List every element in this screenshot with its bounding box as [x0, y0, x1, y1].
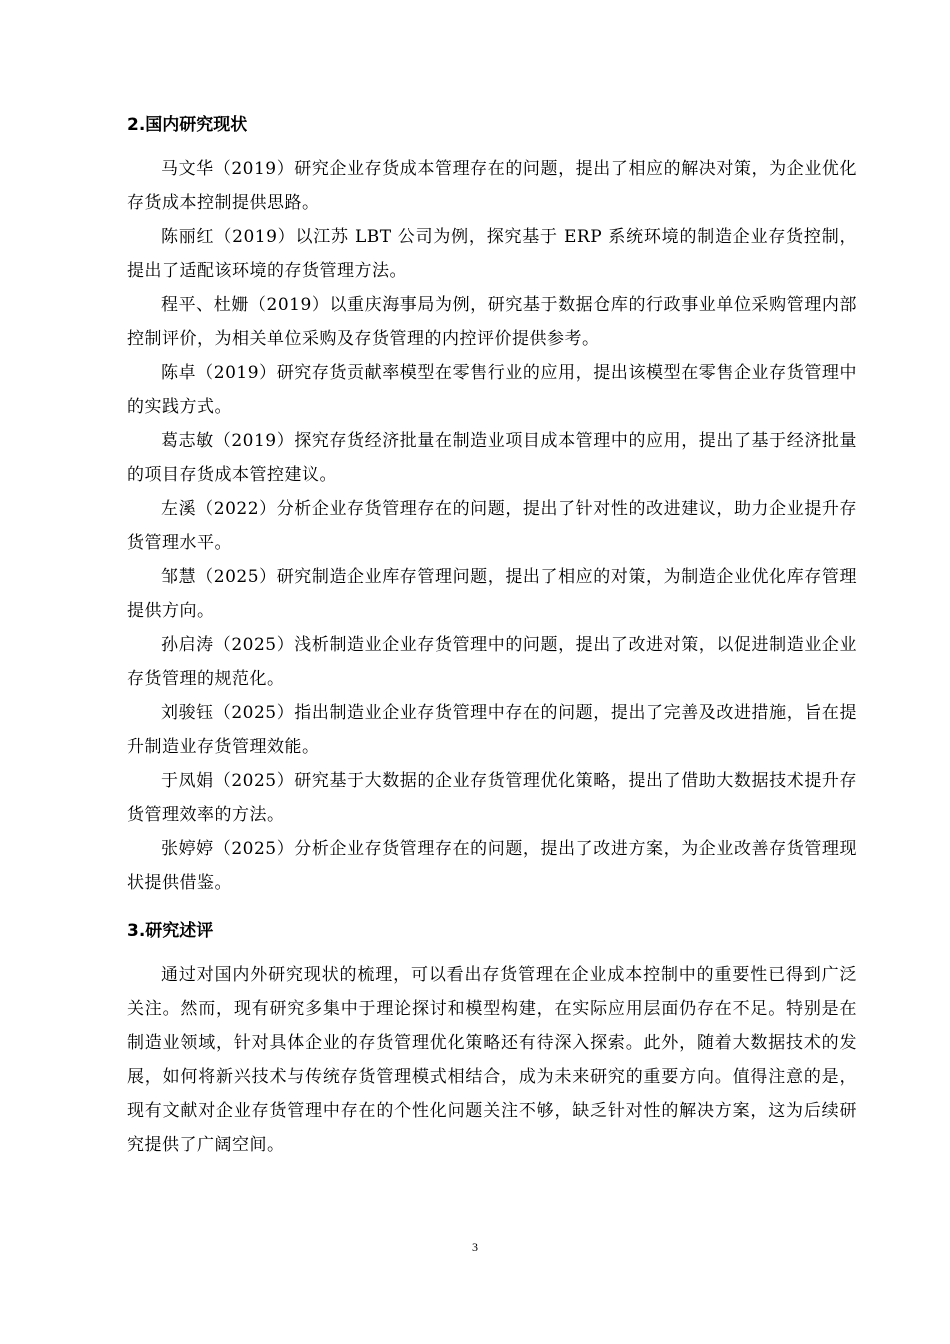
- spacer: [127, 900, 857, 914]
- paragraph-ge-zhimin: 葛志敏（2019）探究存货经济批量在制造业项目成本管理中的应用，提出了基于经济批量的项目存货成本管控建议。: [127, 431, 857, 485]
- paragraph-zou-hui: 邹慧（2025）研究制造企业库存管理问题，提出了相应的对策，为制造企业优化库存管理提供方向。: [127, 567, 857, 621]
- paragraph-sun-qitao: 孙启涛（2025）浅析制造业企业存货管理中的问题，提出了改进对策，以促进制造业企业存货管理的规范化。: [127, 635, 857, 689]
- paragraph-yu-fengjuan: 于凤娟（2025）研究基于大数据的企业存货管理优化策略，提出了借助大数据技术提升存货管理效率的方法。: [127, 771, 857, 825]
- paragraph-liu-junyu: 刘骏钰（2025）指出制造业企业存货管理中存在的问题，提出了完善及改进措施，旨在提升制造业存货管理效能。: [127, 703, 857, 757]
- paragraph-chen-zhuo: 陈卓（2019）研究存货贡献率模型在零售行业的应用，提出该模型在零售企业存货管理中的实践方式。: [127, 363, 857, 417]
- paragraph-ma-wenhua: 马文华（2019）研究企业存货成本管理存在的问题，提出了相应的解决对策，为企业优化存货成本控制提供思路。: [127, 159, 857, 213]
- paragraph-zuo-xi: 左溪（2022）分析企业存货管理存在的问题，提出了针对性的改进建议，助力企业提升存货管理水平。: [127, 499, 857, 553]
- paragraph-research-review: 通过对国内外研究现状的梳理，可以看出存货管理在企业成本控制中的重要性已得到广泛关注。然而，现有研究多集中于理论探讨和模型构建，在实际应用层面仍存在不足。特别是在制造业领域，针对具体企业的存货管理优化策略还有待深入探索。此外，随着大数据技术的发展，如何将新兴技术与传统存货管理模式相结合，成为未来研究的重要方向。值得注意的是，现有文献对企业存货管理中存在的个性化问题关注不够，缺乏针对性的解决方案，这为后续研究提供了广阔空间。: [127, 965, 857, 1155]
- spacer: [127, 142, 857, 152]
- page-number: 3: [472, 1240, 478, 1254]
- paragraph-cheng-ping-du-shan: 程平、杜姗（2019）以重庆海事局为例，研究基于数据仓库的行政事业单位采购管理内部控制评价，为相关单位采购及存货管理的内控评价提供参考。: [127, 295, 857, 349]
- spacer: [127, 948, 857, 958]
- paragraph-zhang-tingting: 张婷婷（2025）分析企业存货管理存在的问题，提出了改进方案，为企业改善存货管理现状提供借鉴。: [127, 839, 857, 893]
- paragraph-chen-lihong: 陈丽红（2019）以江苏 LBT 公司为例，探究基于 ERP 系统环境的制造企业存货控制，提出了适配该环境的存货管理方法。: [127, 227, 857, 281]
- section-heading-domestic-research: 2.国内研究现状: [127, 115, 248, 135]
- page-content: [127, 108, 857, 1162]
- section-heading-research-review: 3.研究述评: [127, 921, 214, 941]
